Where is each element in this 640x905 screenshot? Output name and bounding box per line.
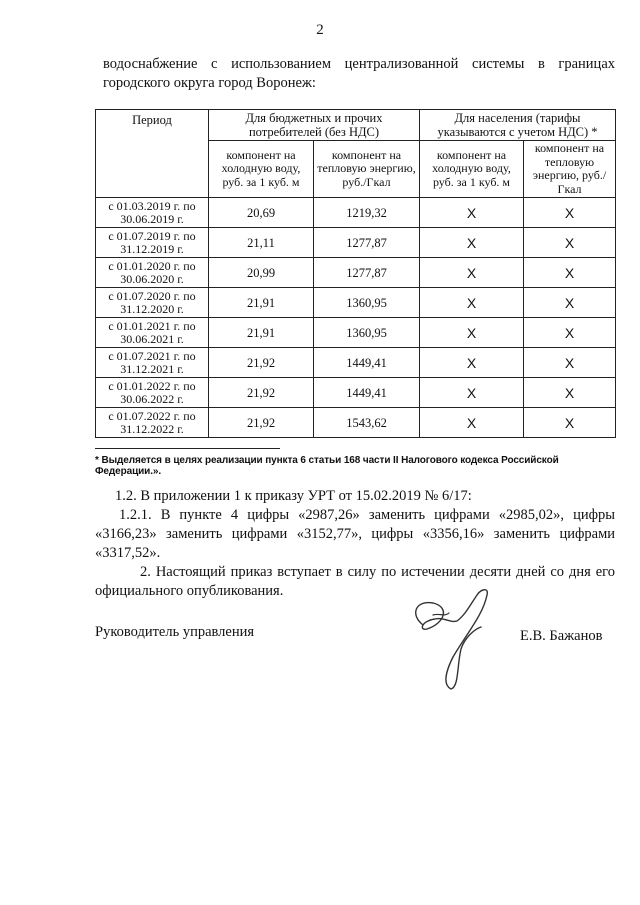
population-cold-cell: Х xyxy=(420,378,524,408)
population-heat-cell: Х xyxy=(524,408,616,438)
population-heat-cell: Х xyxy=(524,258,616,288)
budget-cold-cell: 21,91 xyxy=(209,318,314,348)
subheader-population-cold: компонент на холодную воду, руб. за 1 куб. м xyxy=(420,141,524,198)
budget-heat-cell: 1277,87 xyxy=(314,228,420,258)
population-heat-cell: Х xyxy=(524,228,616,258)
handwritten-signature xyxy=(405,585,515,695)
budget-cold-cell: 21,92 xyxy=(209,378,314,408)
budget-cold-cell: 21,92 xyxy=(209,348,314,378)
population-heat-cell: Х xyxy=(524,198,616,228)
page-number: 2 xyxy=(316,22,324,38)
paragraph-1-2-1: 1.2.1. В пункте 4 цифры «2987,26» заменить цифрами «2985,02», цифры «3166,23» заменить цифрами «3152,77», цифры «3356,16» заменить цифрами «3317,52». xyxy=(95,507,615,561)
paragraph-2: 2. Настоящий приказ вступает в силу по истечении десяти дней со дня его официального опубликования. xyxy=(95,564,615,599)
intro-paragraph: водоснабжение с использованием централизованной системы в границах городского округа город Воронеж: xyxy=(103,56,615,91)
budget-cold-cell: 21,11 xyxy=(209,228,314,258)
budget-cold-cell: 21,92 xyxy=(209,408,314,438)
table-row xyxy=(96,408,616,438)
period-cell: с 01.01.2021 г. по 30.06.2021 г. xyxy=(96,318,209,348)
population-cold-cell: Х xyxy=(420,318,524,348)
subheader-budget-cold: компонент на холодную воду, руб. за 1 куб. м xyxy=(209,141,314,198)
table-row xyxy=(96,288,616,318)
budget-cold-cell: 20,69 xyxy=(209,198,314,228)
population-cold-cell: Х xyxy=(420,198,524,228)
budget-cold-cell: 20,99 xyxy=(209,258,314,288)
budget-heat-cell: 1543,62 xyxy=(314,408,420,438)
paragraph-1-2: 1.2. В приложении 1 к приказу УРТ от 15.02.2019 № 6/17: xyxy=(115,488,472,504)
table-row xyxy=(96,198,616,228)
budget-cold-cell: 21,91 xyxy=(209,288,314,318)
signatory-role: Руководитель управления xyxy=(95,624,255,640)
tariff-table xyxy=(95,109,616,438)
population-cold-cell: Х xyxy=(420,288,524,318)
population-heat-cell: Х xyxy=(524,318,616,348)
period-cell: с 01.01.2022 г. по 30.06.2022 г. xyxy=(96,378,209,408)
period-cell: с 01.07.2019 г. по 31.12.2019 г. xyxy=(96,228,209,258)
table-row xyxy=(96,318,616,348)
period-cell: с 01.07.2022 г. по 31.12.2022 г. xyxy=(96,408,209,438)
footnote-divider xyxy=(95,448,280,449)
period-cell: с 01.01.2020 г. по 30.06.2020 г. xyxy=(96,258,209,288)
table-row xyxy=(96,228,616,258)
header-group-population: Для населения (тарифы указываются с учетом НДС) * xyxy=(420,110,616,141)
header-group-budget: Для бюджетных и прочих потребителей (без НДС) xyxy=(209,110,420,141)
budget-heat-cell: 1360,95 xyxy=(314,318,420,348)
subheader-budget-heat: компонент на тепловую энергию, руб./Гкал xyxy=(314,141,420,198)
budget-heat-cell: 1449,41 xyxy=(314,348,420,378)
population-cold-cell: Х xyxy=(420,408,524,438)
period-cell: с 01.07.2021 г. по 31.12.2021 г. xyxy=(96,348,209,378)
subheader-population-heat: компонент на тепловую энергию, руб./Гкал xyxy=(524,141,616,198)
table-row xyxy=(96,378,616,408)
signatory-name: Е.В. Бажанов xyxy=(520,628,603,644)
table-header-row xyxy=(96,110,616,141)
budget-heat-cell: 1277,87 xyxy=(314,258,420,288)
population-cold-cell: Х xyxy=(420,348,524,378)
budget-heat-cell: 1449,41 xyxy=(314,378,420,408)
population-heat-cell: Х xyxy=(524,348,616,378)
population-cold-cell: Х xyxy=(420,258,524,288)
footnote: * Выделяется в целях реализации пункта 6 статьи 168 части II Налогового кодекса Российской Федерации.». xyxy=(95,455,559,477)
table-row xyxy=(96,348,616,378)
budget-heat-cell: 1360,95 xyxy=(314,288,420,318)
population-heat-cell: Х xyxy=(524,288,616,318)
period-cell: с 01.03.2019 г. по 30.06.2019 г. xyxy=(96,198,209,228)
period-cell: с 01.07.2020 г. по 31.12.2020 г. xyxy=(96,288,209,318)
population-cold-cell: Х xyxy=(420,228,524,258)
header-period: Период xyxy=(96,110,209,198)
table-row xyxy=(96,258,616,288)
budget-heat-cell: 1219,32 xyxy=(314,198,420,228)
population-heat-cell: Х xyxy=(524,378,616,408)
